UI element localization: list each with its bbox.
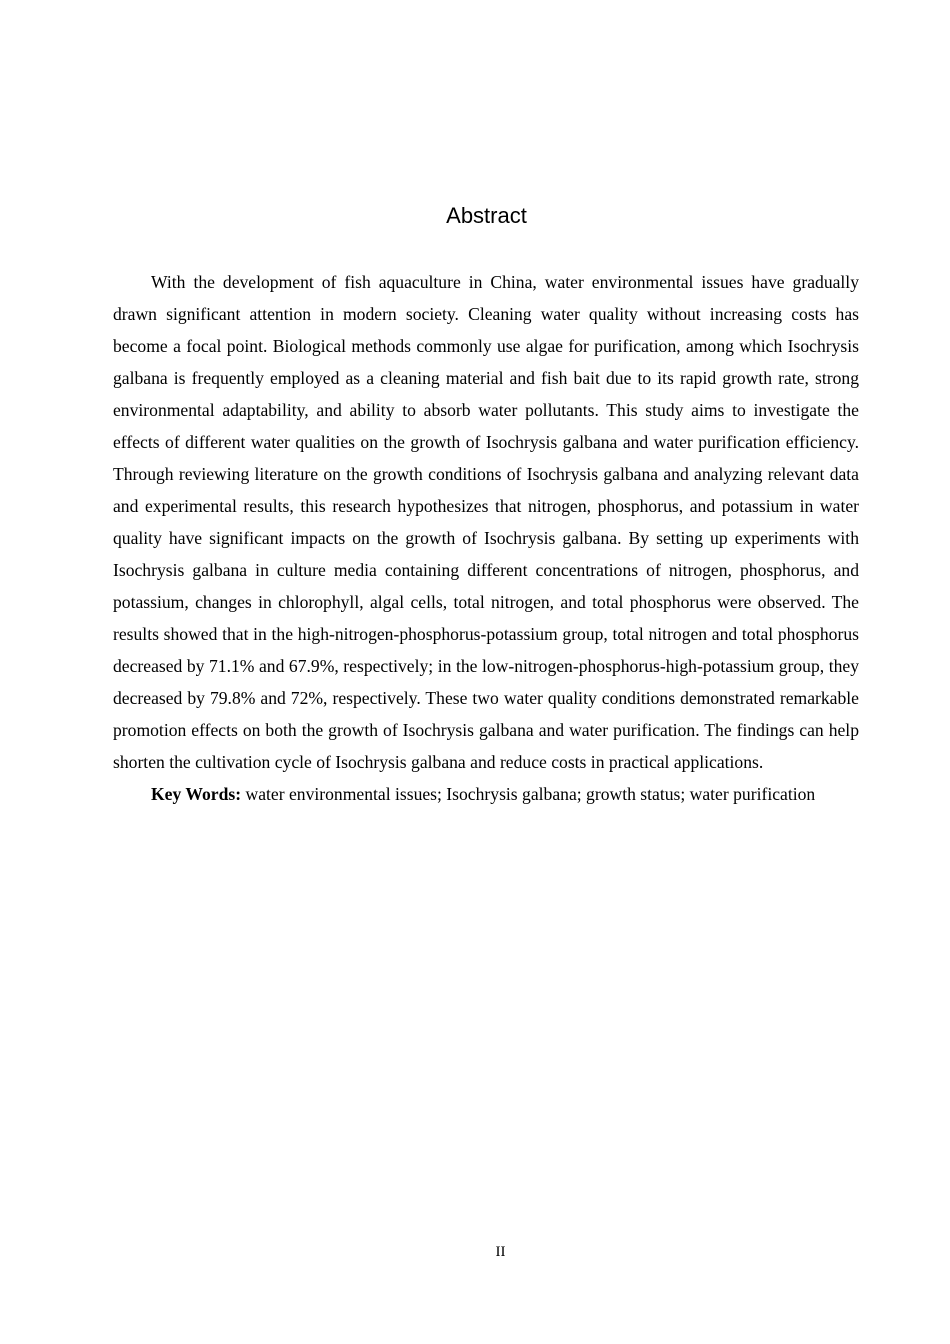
page-number: II: [495, 1244, 506, 1260]
keywords-line: [113, 778, 859, 810]
abstract-heading: Abstract: [446, 203, 527, 228]
abstract-body: [113, 266, 859, 810]
abstract-paragraph: With the development of fish aquaculture in China, water environmental issues have gradually drawn significant attention in modern society. Cleaning water quality without increasing costs has become a focal point. Biological methods commonly use algae for purification, among which Isochrysis galbana is frequently employed as a cleaning material and fish bait due to its rapid growth rate, strong environmental adaptability, and ability to absorb water pollutants. This study aims to investigate the effects of different water qualities on the growth of Isochrysis galbana and water purification efficiency. Through reviewing literature on the growth conditions of Isochrysis galbana and analyzing relevant data and experimental results, this research hypothesizes that nitrogen, phosphorus, and potassium in water quality have significant impacts on the growth of Isochrysis galbana. By setting up experiments with Isochrysis galbana in culture media containing different concentrations of nitrogen, phosphorus, and potassium, changes in chlorophyll, algal cells, total nitrogen, and total phosphorus were observed. The results showed that in the high-nitrogen-phosphorus-potassium group, total nitrogen and total phosphorus decreased by 71.1% and 67.9%, respectively; in the low-nitrogen-phosphorus-high-potassium group, they decreased by 79.8% and 72%, respectively. These two water quality conditions demonstrated remarkable promotion effects on both the growth of Isochrysis galbana and water purification. The findings can help shorten the cultivation cycle of Isochrysis galbana and reduce costs in practical applications.: [113, 272, 859, 772]
keywords-label: Key Words:: [151, 784, 242, 804]
keywords-text: water environmental issues; Isochrysis galbana; growth status; water purification: [245, 784, 816, 804]
